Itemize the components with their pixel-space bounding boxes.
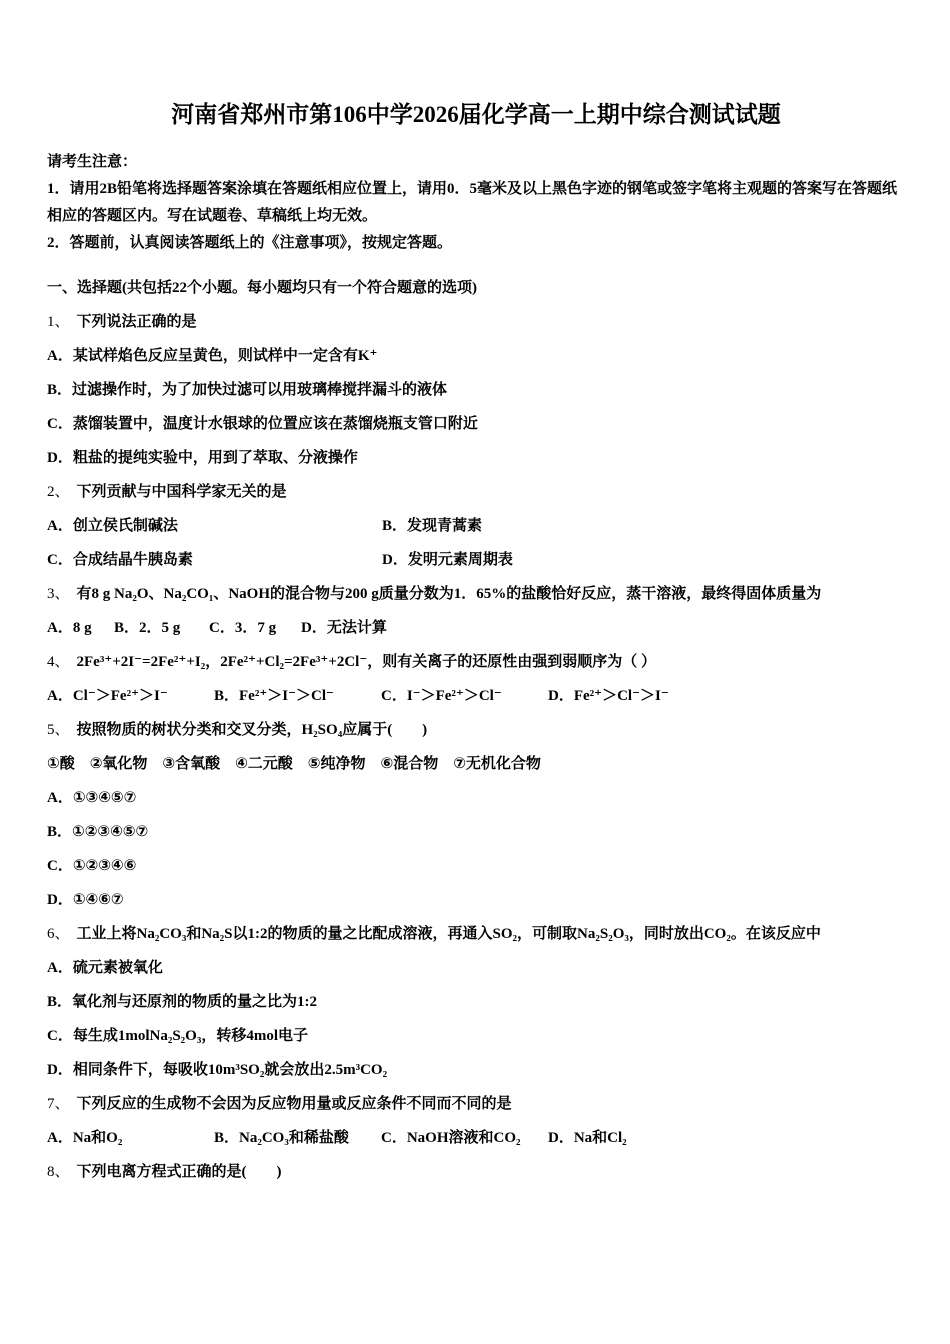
question-2-options-grid: [47, 509, 905, 577]
page-title: 河南省郑州市第106中学2026届化学高一上期中综合测试试题: [171, 102, 781, 127]
question-6-option-d: D．相同条件下，每吸收10m³SO₂就会放出2.5m³CO₂: [47, 1062, 388, 1078]
question-2-option-c: C．合成结晶牛胰岛素: [47, 552, 193, 568]
question-3-option-a: A．8 g: [47, 620, 92, 636]
question-2: [47, 475, 905, 509]
question-5-text: 按照物质的树状分类和交叉分类，H₂SO₄应属于( ): [76, 722, 428, 738]
question-1-option-c: C．蒸馏装置中，温度计水银球的位置应该在蒸馏烧瓶支管口附近: [47, 416, 478, 432]
section-heading: 一、选择题(共包括22个小题。每小题均只有一个符合题意的选项): [47, 280, 477, 296]
question-2-option-a: A．创立侯氏制碱法: [47, 518, 178, 534]
question-4-text: 2Fe³⁺+2I⁻=2Fe²⁺+I₂，2Fe²⁺+Cl₂=2Fe³⁺+2Cl⁻，则有关离子的还原性由强到弱顺序为（ ）: [76, 654, 656, 670]
question-4-option-d: D．Fe²⁺＞Cl⁻＞I⁻: [548, 688, 669, 704]
question-5-option-d: D．①④⑥⑦: [47, 892, 124, 908]
question-6-number: 6、: [47, 926, 70, 942]
question-6-option-c: C．每生成1molNa₂S₂O₃，转移4mol电子: [47, 1028, 308, 1044]
question-1-number: 1、: [47, 314, 70, 330]
question-3-option-c: C．3．7 g: [209, 620, 277, 636]
question-5-option-b: B．①②③④⑤⑦: [47, 824, 149, 840]
question-3-number: 3、: [47, 586, 70, 602]
question-4-options-row: [47, 679, 905, 713]
question-3-option-d: D．无法计算: [301, 620, 387, 636]
question-2-text: 下列贡献与中国科学家无关的是: [76, 484, 287, 500]
question-5-option-c: C．①②③④⑥: [47, 858, 137, 874]
question-4-number: 4、: [47, 654, 70, 670]
question-7-option-c: C．NaOH溶液和CO₂: [381, 1130, 521, 1146]
question-6: [47, 917, 905, 951]
question-2-option-d: D．发明元素周期表: [382, 552, 513, 568]
notice-item-1: 1．请用2B铅笔将选择题答案涂填在答题纸相应位置上，请用0．5毫米及以上黑色字迹的钢笔或签字笔将主观题的答案写在答题纸相应的答题区内。写在试题卷、草稿纸上均无效。: [47, 181, 898, 224]
question-1-option-b: B．过滤操作时，为了加快过滤可以用玻璃棒搅拌漏斗的液体: [47, 382, 448, 398]
question-4: [47, 645, 905, 679]
question-8-text: 下列电离方程式正确的是( ): [76, 1164, 282, 1180]
question-7-text: 下列反应的生成物不会因为反应物用量或反应条件不同而不同的是: [76, 1096, 512, 1112]
question-3-option-b: B．2．5 g: [114, 620, 181, 636]
question-7: [47, 1087, 905, 1121]
question-3: [47, 577, 905, 611]
question-4-option-a: A．Cl⁻＞Fe²⁺＞I⁻: [47, 688, 168, 704]
question-5-option-a: A．①③④⑤⑦: [47, 790, 137, 806]
notice-section: [47, 149, 905, 257]
question-2-number: 2、: [47, 484, 70, 500]
question-7-option-a: A．Na和O₂: [47, 1130, 123, 1146]
question-1-option-a: A．某试样焰色反应呈黄色，则试样中一定含有K⁺: [47, 348, 378, 364]
question-5-number: 5、: [47, 722, 70, 738]
question-7-number: 7、: [47, 1096, 70, 1112]
question-6-text: 工业上将Na₂CO₃和Na₂S以1:2的物质的量之比配成溶液，再通入SO₂，可制取Na₂S₂O₃，同时放出CO₂。在该反应中: [76, 926, 821, 942]
question-2-option-b: B．发现青蒿素: [382, 518, 483, 534]
question-8: [47, 1155, 905, 1189]
question-6-option-b: B．氧化剂与还原剂的物质的量之比为1:2: [47, 994, 318, 1010]
question-3-text: 有8 g Na₂O、Na₂CO₁、NaOH的混合物与200 g质量分数为1．65%的盐酸恰好反应，蒸干溶液，最终得固体质量为: [76, 586, 822, 602]
question-7-options-row: [47, 1121, 905, 1155]
question-8-number: 8、: [47, 1164, 70, 1180]
question-1-text: 下列说法正确的是: [76, 314, 197, 330]
question-3-options-row: [47, 611, 905, 645]
notice-item-2: 2．答题前，认真阅读答题纸上的《注意事项》，按规定答题。: [47, 235, 453, 251]
question-1-option-d: D．粗盐的提纯实验中，用到了萃取、分液操作: [47, 450, 358, 466]
question-5-sublist: ①酸 ②氧化物 ③含氧酸 ④二元酸 ⑤纯净物 ⑥混合物 ⑦无机化合物: [47, 756, 541, 772]
question-5: [47, 713, 905, 747]
question-6-option-a: A．硫元素被氧化: [47, 960, 163, 976]
questions-section: [47, 271, 905, 1189]
question-7-option-d: D．Na和Cl₂: [548, 1130, 627, 1146]
notice-heading: 请考生注意：: [47, 154, 138, 170]
question-4-option-c: C．I⁻＞Fe²⁺＞Cl⁻: [381, 688, 502, 704]
question-1: [47, 305, 905, 339]
question-7-option-b: B．Na₂CO₃和稀盐酸: [214, 1130, 349, 1146]
question-4-option-b: B．Fe²⁺＞I⁻＞Cl⁻: [214, 688, 334, 704]
